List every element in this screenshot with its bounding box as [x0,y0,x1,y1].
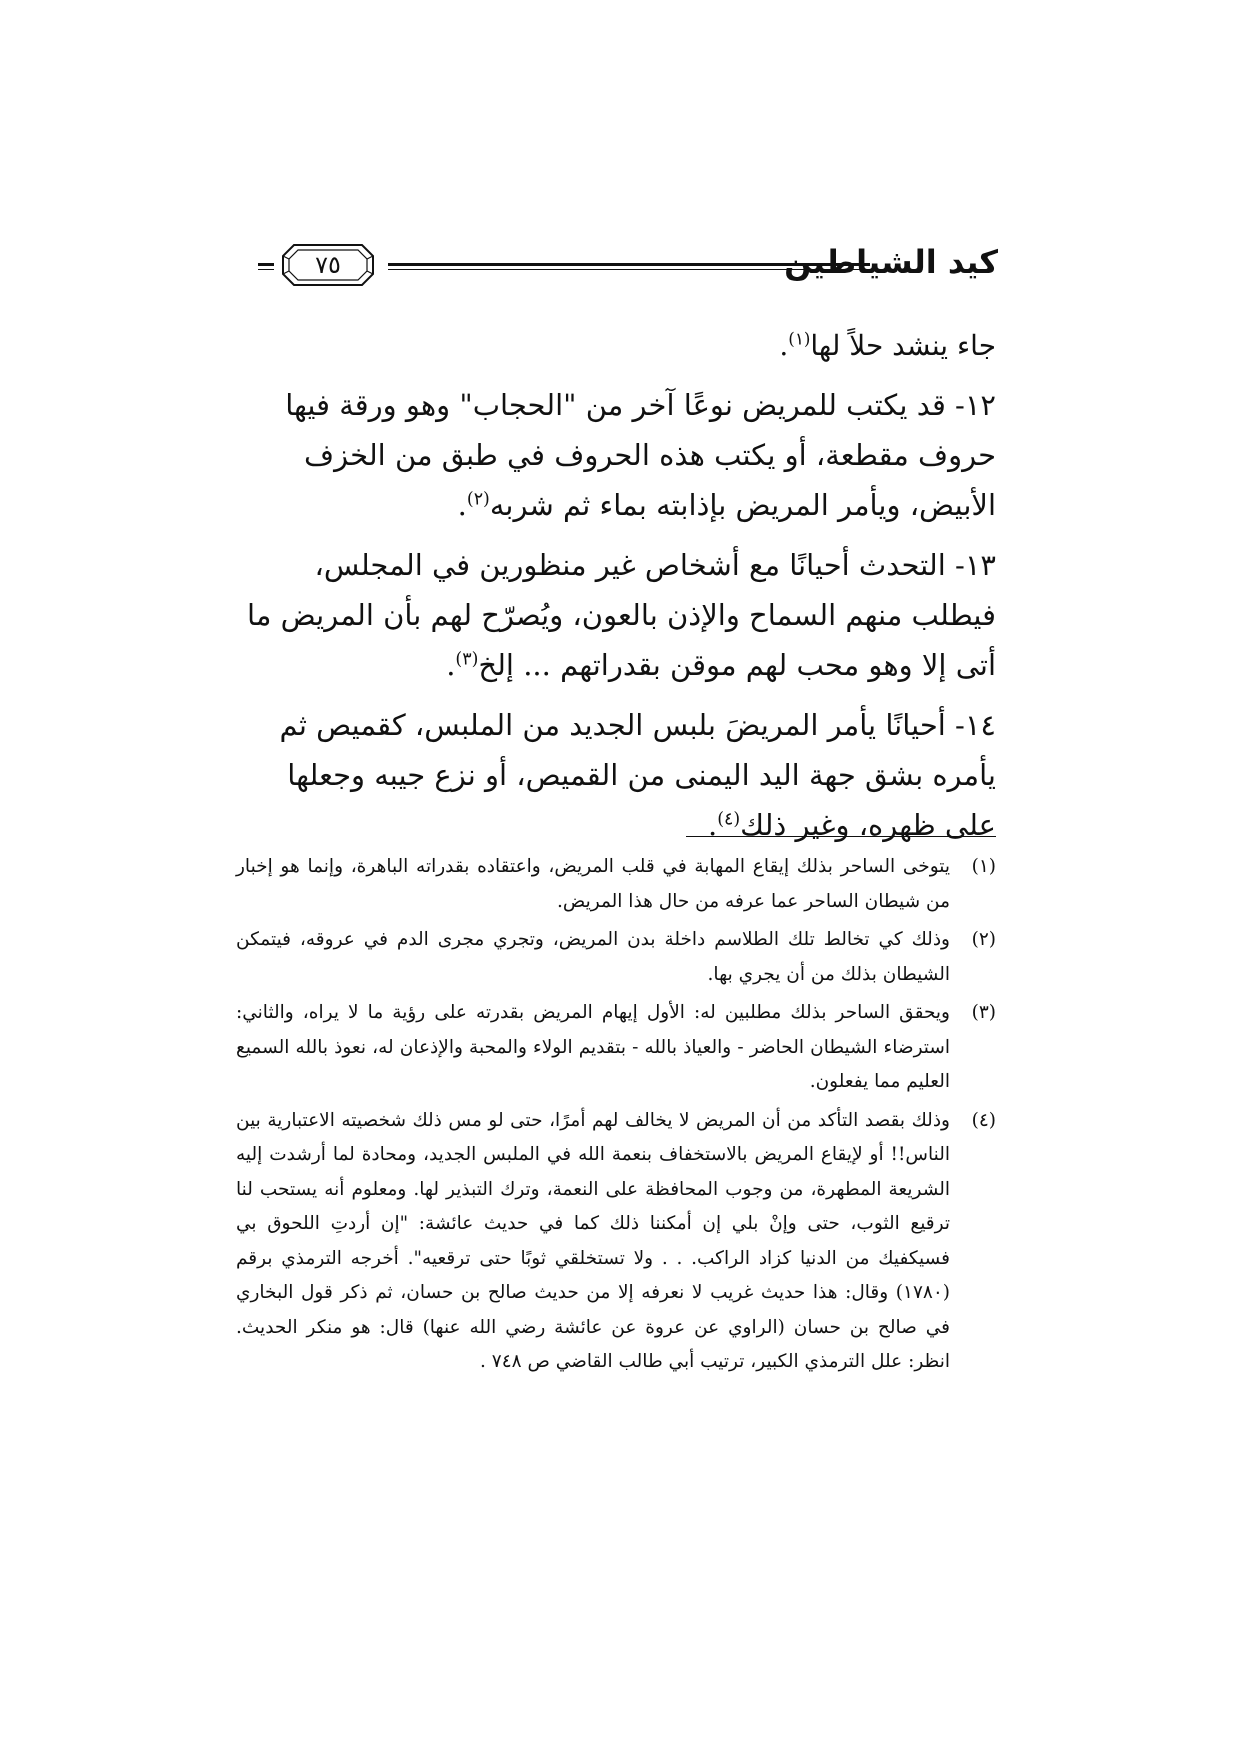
footnote [236,996,996,1100]
item-text: أحيانًا يأمر المريضَ بلبس الجديد من الملبس، كقميص ثم يأمره بشق جهة اليد اليمنى من القميص، أو نزع جيبه وجعلها على ظهره، وغير ذلك [279,708,996,842]
footnote-number: (٢) [971,929,996,950]
footnote-ref: (٢) [466,489,490,510]
footnote-number: (٣) [971,1002,996,1023]
footnote-text: وذلك بقصد التأكد من أن المريض لا يخالف لهم أمرًا، حتى لو مس ذلك شخصيته الاعتبارية بين الناس!! أو لإيقاع المريض بالاستخفاف بنعمة الله في الملبس الجديد، ومحادة لما أرشدت إليه الشريعة المطهرة، من وجوب المحافظة على النعمة، وترك التبذير لها. ومعلوم أنه يستحب لنا ترقيع الثوب، حتى وإنْ بلي إن أمكننا ذلك كما في حديث عائشة: "إن أردتِ اللحوق بي فسيكفيك من الدنيا كزاد الراكب. . . ولا تستخلقي ثوبًا حتى ترقعيه". أخرجه الترمذي برقم (١٧٨٠) وقال: هذا حديث غريب لا نعرفه إلا من حديث صالح بن حسان، ثم ذكر قول البخاري في صالح بن حسان (الراوي عن عروة عن عائشة رضي الله عنها) قال: هو منكر الحديث. انظر: علل الترمذي الكبير، ترتيب أبي طالب القاضي ص ٧٤٨ . [236,1109,950,1372]
footnote-ref: (١) [788,328,811,349]
footnote-text: وذلك كي تخالط تلك الطلاسم داخلة بدن المريض، وتجري مجرى الدم في عروقه، فيتمكن الشيطان بذلك من أن يجري بها. [236,929,950,985]
item-number: ١٢- [955,388,996,422]
footnote-text: ويحقق الساحر بذلك مطلبين له: الأول إيهام المريض بقدرته على رؤية ما لا يراه، والثاني: استرضاء الشيطان الحاضر - والعياذ بالله - بتقديم الولاء والمحبة والإذعان له، نعوذ بالله السميع العليم مما يفعلون. [236,1002,950,1092]
page-number: ٧٥ [315,251,341,279]
footnote-ref: (٤) [717,809,741,830]
item-number: ١٤- [955,708,996,742]
footnote-number: (٤) [971,1109,996,1131]
item-number: ١٣- [955,548,996,582]
footnote [236,850,996,919]
header-rule-thin [388,269,870,270]
continuation-text: جاء ينشد حلاً لها [810,329,996,362]
item-text: التحدث أحيانًا مع أشخاص غير منظورين في المجلس، فيطلب منهم السماح والإذن بالعون، ويُصرّح لهم بأن المريض ما أتى إلا وهو محب لهم موقن بقدراتهم ... إلخ [247,548,996,682]
header-rule [388,263,870,266]
footnote-ref: (٣) [455,649,479,670]
header-rule-left-thin [258,269,274,270]
footnote [236,1104,996,1380]
footnote-text: يتوخى الساحر بذلك إيقاع المهابة في قلب المريض، واعتقاده بقدراته الباهرة، وإنما هو إخبار من شيطان الساحر عما عرفه من حال هذا المريض. [236,856,950,912]
footnotes [236,850,996,1384]
main-text [241,322,996,860]
list-item: ١٤- أحيانًا يأمر المريضَ بلبس الجديد من الملبس، كقميص ثم يأمره بشق جهة اليد اليمنى من القميص، أو نزع جيبه وجعلها على ظهره، وغير ذلك$^{(٤)}$. [279,708,996,842]
list-item: ١٣- التحدث أحيانًا مع أشخاص غير منظورين في المجلس، فيطلب منهم السماح والإذن بالعون، ويُصرّح لهم بأن المريض ما أتى إلا وهو محب لهم موقن بقدراتهم ... إلخ$^{(٣)}$. [247,548,996,682]
header-rule-left [258,263,274,266]
footnote-separator [686,836,996,837]
running-title: كيد الشياطين [784,243,998,281]
footnote [236,923,996,992]
footnote-number: (١) [971,856,996,877]
continuation-line: جاء ينشد حلاً لها$^{(١)}$. [779,328,996,362]
page-number-frame [280,242,376,288]
list-item: ١٢- قد يكتب للمريض نوعًا آخر من "الحجاب" وهو ورقة فيها حروف مقطعة، أو يكتب هذه الحروف في طبق من الخزف الأبيض، ويأمر المريض بإذابته بماء ثم شربه$^{(٢)}$. [285,388,996,522]
item-text: قد يكتب للمريض نوعًا آخر من "الحجاب" وهو ورقة فيها حروف مقطعة، أو يكتب هذه الحروف في طبق من الخزف الأبيض، ويأمر المريض بإذابته بماء ثم شربه [285,388,996,522]
running-header [258,242,998,292]
